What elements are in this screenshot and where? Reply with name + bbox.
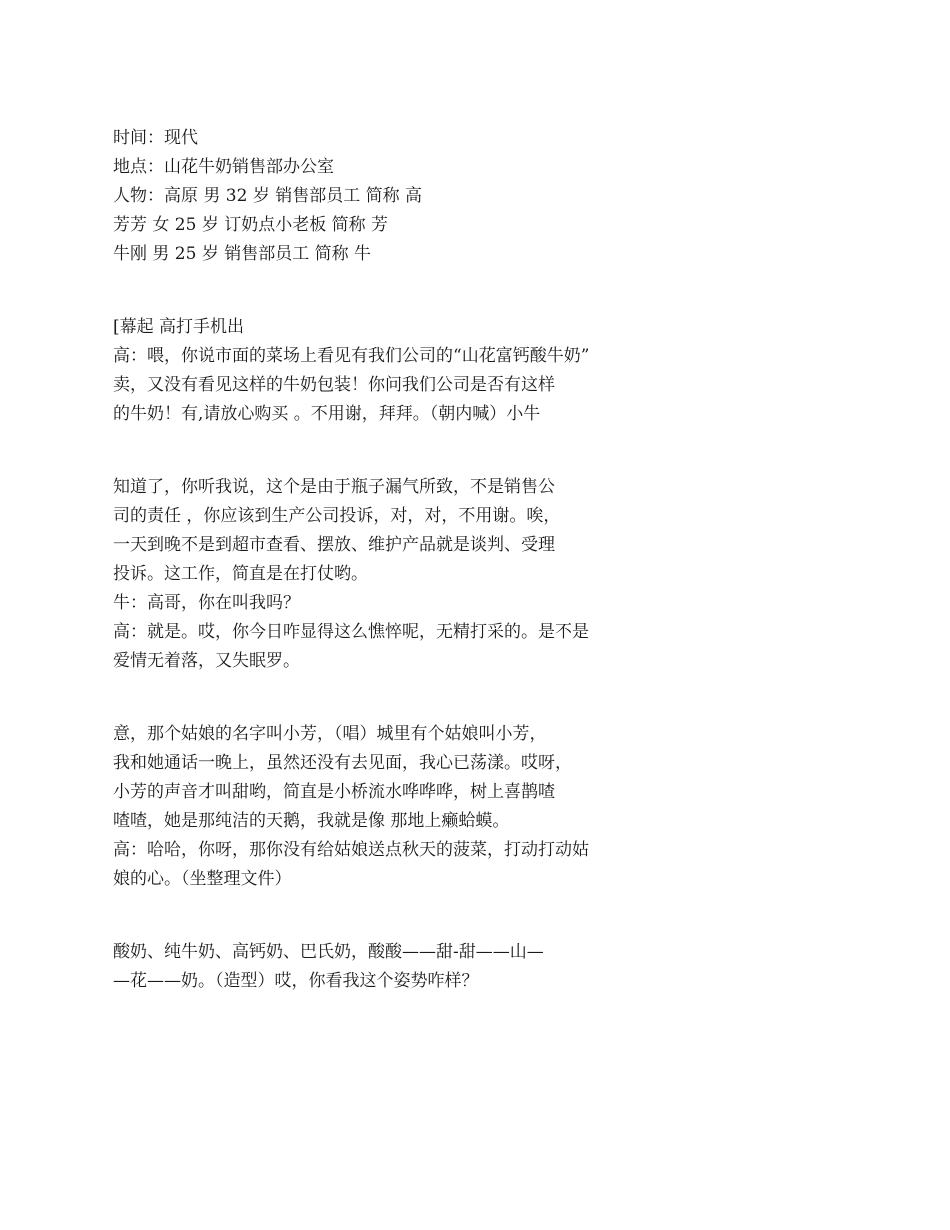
dialogue-line: 的牛奶！有,请放心购买 。不用谢，拜拜。（朝内喊）小牛: [113, 404, 541, 424]
paragraph-3: [113, 720, 653, 894]
header-character-niugang: 牛刚 男 25 岁 销售部员工 简称 牛: [113, 244, 372, 264]
dialogue-line: 娘的心。（坐整理文件）: [113, 869, 292, 889]
paragraph-1: [113, 313, 653, 429]
dialogue-line: 酸奶、纯牛奶、高钙奶、巴氏奶，酸酸——甜-甜——山—: [113, 942, 544, 962]
paragraph-gap: [113, 894, 653, 938]
dialogue-line: 高：就是。哎，你今日咋显得这么憔悴呢，无精打采的。是不是: [113, 622, 589, 642]
header-location: 地点：山花牛奶销售部办公室: [113, 157, 334, 177]
paragraph-4: [113, 938, 653, 996]
paragraph-gap: [113, 429, 653, 473]
paragraph-gap: [113, 269, 653, 313]
header-characters: 人物：高原 男 32 岁 销售部员工 简称 高: [113, 186, 423, 206]
header-character-fangfang: 芳芳 女 25 岁 订奶点小老板 简称 芳: [113, 215, 389, 235]
dialogue-line: 卖，又没有看见这样的牛奶包装！你问我们公司是否有这样: [113, 375, 555, 395]
dialogue-line: 高：喂，你说市面的菜场上看见有我们公司的“山花富钙酸牛奶”: [113, 346, 590, 366]
dialogue-line: 牛：高哥，你在叫我吗？: [113, 593, 300, 613]
dialogue-line: 小芳的声音才叫甜哟，简直是小桥流水哗哗哗，树上喜鹊喳: [113, 782, 555, 802]
dialogue-line: 意，那个姑娘的名字叫小芳，（唱）城里有个姑娘叫小芳，: [113, 724, 547, 744]
dialogue-line: 我和她通话一晚上，虽然还没有去见面，我心已荡漾。哎呀，: [113, 753, 572, 773]
dialogue-line: 爱情无着落，又失眠罗。: [113, 651, 300, 671]
document-page: [113, 124, 653, 996]
header-time: 时间：现代: [113, 128, 198, 148]
dialogue-line: 高：哈哈，你呀，那你没有给姑娘送点秋天的菠菜，打动打动姑: [113, 840, 589, 860]
dialogue-line: 喳喳，她是那纯洁的天鹅，我就是像 那地上癞蛤蟆。: [113, 811, 510, 831]
paragraph-2: [113, 473, 653, 676]
paragraph-gap: [113, 676, 653, 720]
stage-direction: [幕起 高打手机出: [113, 317, 245, 337]
script-header: [113, 124, 653, 269]
dialogue-line: 投诉。这工作，简直是在打仗哟。: [113, 564, 368, 584]
dialogue-line: —花——奶。（造型）哎，你看我这个姿势咋样？: [113, 971, 479, 991]
dialogue-line: 一天到晚不是到超市查看、摆放、维护产品就是谈判、受理: [113, 535, 555, 555]
dialogue-line: 司的责任 ，你应该到生产公司投诉，对，对，不用谢。唉，: [113, 506, 561, 526]
dialogue-line: 知道了，你听我说，这个是由于瓶子漏气所致，不是销售公: [113, 477, 555, 497]
